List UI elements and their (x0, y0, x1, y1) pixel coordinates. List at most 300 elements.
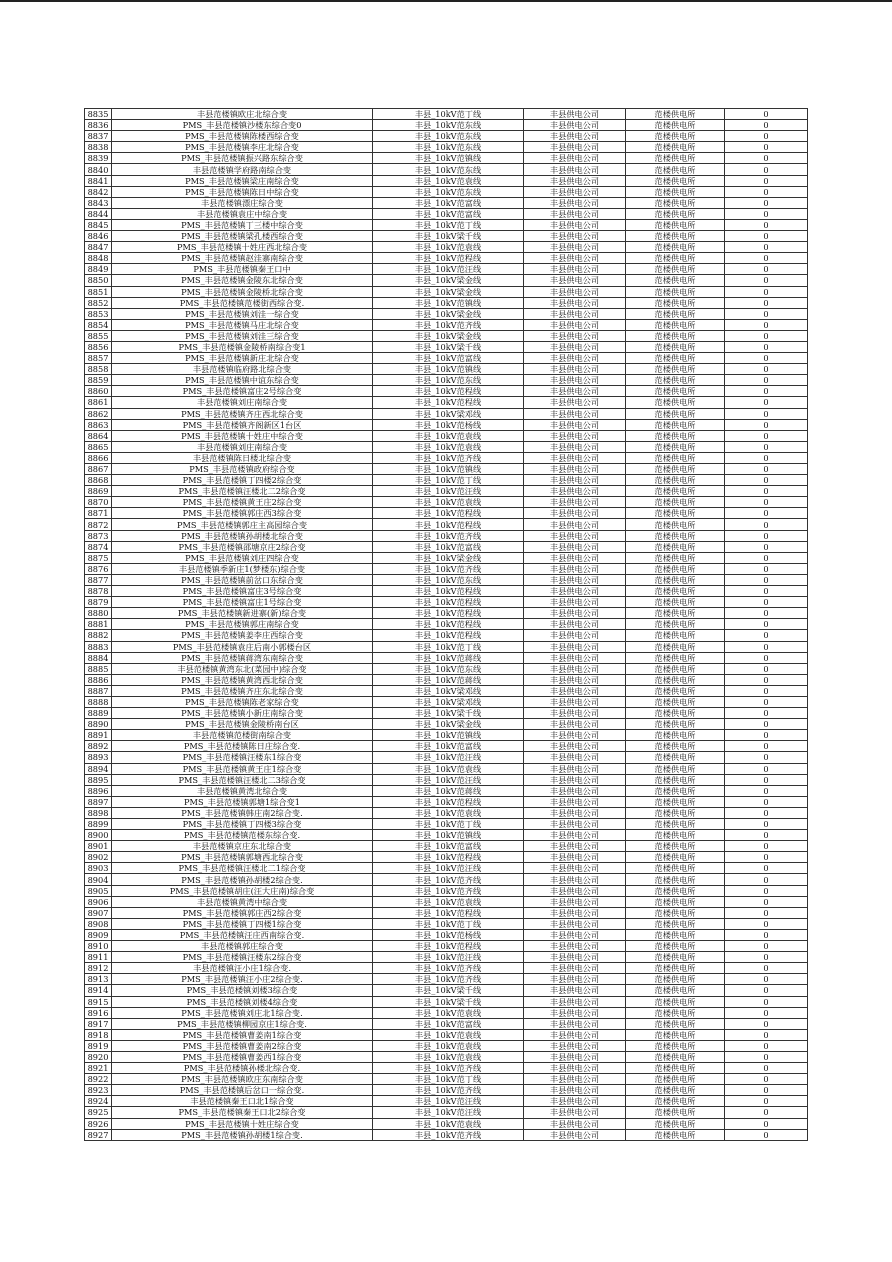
feeder-line-cell: 丰县_10kV范齐线 (373, 319, 524, 330)
table-row (85, 408, 808, 419)
company-cell: 丰县供电公司 (524, 1063, 626, 1074)
table-row (85, 619, 808, 630)
value-cell: 0 (725, 1074, 808, 1085)
table-row (85, 885, 808, 896)
supply-station-cell: 范楼供电所 (626, 1096, 725, 1107)
value-cell: 0 (725, 685, 808, 696)
company-cell: 丰县供电公司 (524, 253, 626, 264)
feeder-line-cell: 丰县_10kV梁金线 (373, 286, 524, 297)
row-number-cell: 8842 (85, 186, 112, 197)
company-cell: 丰县供电公司 (524, 774, 626, 785)
value-cell: 0 (725, 1118, 808, 1129)
table-row (85, 974, 808, 985)
supply-station-cell: 范楼供电所 (626, 353, 725, 364)
station-name-cell: PMS_丰县范楼镇梁庄南综合变 (112, 175, 373, 186)
row-number-cell: 8848 (85, 253, 112, 264)
row-number-cell: 8896 (85, 785, 112, 796)
company-cell: 丰县供电公司 (524, 1118, 626, 1129)
supply-station-cell: 范楼供电所 (626, 1029, 725, 1040)
table-row (85, 164, 808, 175)
feeder-line-cell: 丰县_10kV梁千线 (373, 985, 524, 996)
feeder-line-cell: 丰县_10kV范程线 (373, 941, 524, 952)
table-row (85, 430, 808, 441)
value-cell: 0 (725, 819, 808, 830)
feeder-line-cell: 丰县_10kV范汪线 (373, 1096, 524, 1107)
value-cell: 0 (725, 164, 808, 175)
feeder-line-cell: 丰县_10kV范齐线 (373, 1129, 524, 1140)
table-row (85, 586, 808, 597)
feeder-line-cell: 丰县_10kV范袁线 (373, 175, 524, 186)
row-number-cell: 8863 (85, 419, 112, 430)
value-cell: 0 (725, 796, 808, 807)
supply-station-cell: 范楼供电所 (626, 652, 725, 663)
table-row (85, 630, 808, 641)
supply-station-cell: 范楼供电所 (626, 541, 725, 552)
company-cell: 丰县供电公司 (524, 153, 626, 164)
value-cell: 0 (725, 275, 808, 286)
value-cell: 0 (725, 186, 808, 197)
supply-station-cell: 范楼供电所 (626, 375, 725, 386)
feeder-line-cell: 丰县_10kV梁金线 (373, 330, 524, 341)
station-name-cell: PMS_丰县范楼镇新进寨(新)综合变 (112, 608, 373, 619)
station-name-cell: 丰县范楼镇欧庄北综合变 (112, 109, 373, 120)
supply-station-cell: 范楼供电所 (626, 608, 725, 619)
station-name-cell: PMS_丰县范楼镇郭塘1综合变1 (112, 796, 373, 807)
feeder-line-cell: 丰县_10kV范镇线 (373, 364, 524, 375)
station-name-cell: 丰县范楼镇陈日楼北综合变 (112, 452, 373, 463)
row-number-cell: 8867 (85, 464, 112, 475)
row-number-cell: 8844 (85, 208, 112, 219)
row-number-cell: 8899 (85, 819, 112, 830)
table-row (85, 841, 808, 852)
feeder-line-cell: 丰县_10kV范汪线 (373, 264, 524, 275)
company-cell: 丰县供电公司 (524, 1051, 626, 1062)
table-row (85, 608, 808, 619)
feeder-line-cell: 丰县_10kV范富线 (373, 197, 524, 208)
value-cell: 0 (725, 985, 808, 996)
table-row (85, 497, 808, 508)
supply-station-cell: 范楼供电所 (626, 308, 725, 319)
value-cell: 0 (725, 441, 808, 452)
value-cell: 0 (725, 674, 808, 685)
feeder-line-cell: 丰县_10kV范东线 (373, 574, 524, 585)
feeder-line-cell: 丰县_10kV范杨线 (373, 419, 524, 430)
value-cell: 0 (725, 541, 808, 552)
value-cell: 0 (725, 1007, 808, 1018)
supply-station-cell: 范楼供电所 (626, 752, 725, 763)
feeder-line-cell: 丰县_10kV范丁线 (373, 641, 524, 652)
row-number-cell: 8888 (85, 696, 112, 707)
table-row (85, 486, 808, 497)
supply-station-cell: 范楼供电所 (626, 441, 725, 452)
value-cell: 0 (725, 286, 808, 297)
feeder-line-cell: 丰县_10kV范程线 (373, 586, 524, 597)
company-cell: 丰县供电公司 (524, 375, 626, 386)
table-row (85, 1029, 808, 1040)
table-row (85, 231, 808, 242)
table-row (85, 819, 808, 830)
row-number-cell: 8859 (85, 375, 112, 386)
company-cell: 丰县供电公司 (524, 819, 626, 830)
feeder-line-cell: 丰县_10kV范富线 (373, 208, 524, 219)
supply-station-cell: 范楼供电所 (626, 685, 725, 696)
station-name-cell: PMS_丰县范楼镇李庄北综合变 (112, 142, 373, 153)
company-cell: 丰县供电公司 (524, 963, 626, 974)
station-name-cell: PMS_丰县范楼镇汪庄西南综合变. (112, 929, 373, 940)
row-number-cell: 8875 (85, 552, 112, 563)
value-cell: 0 (725, 386, 808, 397)
row-number-cell: 8880 (85, 608, 112, 619)
station-name-cell: PMS_丰县范楼镇汪楼北二3综合变 (112, 774, 373, 785)
value-cell: 0 (725, 830, 808, 841)
feeder-line-cell: 丰县_10kV范镇线 (373, 830, 524, 841)
station-name-cell: PMS_丰县范楼镇金陵桥南综合变1 (112, 341, 373, 352)
value-cell: 0 (725, 1063, 808, 1074)
station-name-cell: 丰县范楼镇秦王口北1综合变 (112, 1096, 373, 1107)
station-name-cell: PMS_丰县范楼镇十姓庄中综合变 (112, 430, 373, 441)
station-name-cell: 丰县范楼镇黄湾中综合变 (112, 896, 373, 907)
company-cell: 丰县供电公司 (524, 708, 626, 719)
value-cell: 0 (725, 175, 808, 186)
station-name-cell: PMS_丰县范楼镇沙楼东综合变0 (112, 120, 373, 131)
supply-station-cell: 范楼供电所 (626, 896, 725, 907)
value-cell: 0 (725, 974, 808, 985)
supply-station-cell: 范楼供电所 (626, 153, 725, 164)
table-row (85, 131, 808, 142)
company-cell: 丰县供电公司 (524, 1107, 626, 1118)
feeder-line-cell: 丰县_10kV范袁线 (373, 1118, 524, 1129)
feeder-line-cell: 丰县_10kV梁金线 (373, 552, 524, 563)
company-cell: 丰县供电公司 (524, 397, 626, 408)
table-row (85, 353, 808, 364)
company-cell: 丰县供电公司 (524, 1085, 626, 1096)
company-cell: 丰县供电公司 (524, 586, 626, 597)
station-name-cell: PMS_丰县范楼镇邵塘京庄2综合变 (112, 541, 373, 552)
feeder-line-cell: 丰县_10kV范汪线 (373, 1107, 524, 1118)
value-cell: 0 (725, 597, 808, 608)
table-row (85, 918, 808, 929)
station-name-cell: PMS_丰县范楼镇金陵桥北综合变 (112, 286, 373, 297)
value-cell: 0 (725, 785, 808, 796)
station-name-cell: 丰县范楼镇汪小庄1综合变. (112, 963, 373, 974)
row-number-cell: 8913 (85, 974, 112, 985)
company-cell: 丰县供电公司 (524, 996, 626, 1007)
row-number-cell: 8908 (85, 918, 112, 929)
table-row (85, 807, 808, 818)
supply-station-cell: 范楼供电所 (626, 885, 725, 896)
value-cell: 0 (725, 952, 808, 963)
value-cell: 0 (725, 719, 808, 730)
table-row (85, 197, 808, 208)
row-number-cell: 8858 (85, 364, 112, 375)
supply-station-cell: 范楼供电所 (626, 574, 725, 585)
station-name-cell: 丰县范楼镇袁庄中综合变 (112, 208, 373, 219)
supply-station-cell: 范楼供电所 (626, 120, 725, 131)
supply-station-cell: 范楼供电所 (626, 1074, 725, 1085)
table-row (85, 253, 808, 264)
company-cell: 丰县供电公司 (524, 929, 626, 940)
company-cell: 丰县供电公司 (524, 231, 626, 242)
station-name-cell: PMS_丰县范楼镇后岔口一综合变. (112, 1085, 373, 1096)
table-row (85, 441, 808, 452)
feeder-line-cell: 丰县_10kV梁邓线 (373, 685, 524, 696)
station-name-cell: PMS_丰县范楼镇陈日庄综合变. (112, 741, 373, 752)
feeder-line-cell: 丰县_10kV范齐线 (373, 963, 524, 974)
station-name-cell: PMS_丰县范楼镇刘楼3综合变 (112, 985, 373, 996)
supply-station-cell: 范楼供电所 (626, 242, 725, 253)
row-number-cell: 8856 (85, 341, 112, 352)
value-cell: 0 (725, 730, 808, 741)
feeder-line-cell: 丰县_10kV范齐线 (373, 885, 524, 896)
row-number-cell: 8910 (85, 941, 112, 952)
feeder-line-cell: 丰县_10kV范汪线 (373, 774, 524, 785)
supply-station-cell: 范楼供电所 (626, 109, 725, 120)
company-cell: 丰县供电公司 (524, 1018, 626, 1029)
station-name-cell: PMS_丰县范楼镇袁庄后南小郭楼台区 (112, 641, 373, 652)
supply-station-cell: 范楼供电所 (626, 131, 725, 142)
supply-station-cell: 范楼供电所 (626, 918, 725, 929)
company-cell: 丰县供电公司 (524, 907, 626, 918)
supply-station-cell: 范楼供电所 (626, 1107, 725, 1118)
feeder-line-cell: 丰县_10kV范丁线 (373, 1074, 524, 1085)
supply-station-cell: 范楼供电所 (626, 1007, 725, 1018)
row-number-cell: 8841 (85, 175, 112, 186)
row-number-cell: 8926 (85, 1118, 112, 1129)
station-name-cell: PMS_丰县范楼镇郭庄西2综合变 (112, 907, 373, 918)
station-name-cell: PMS_丰县范楼镇曹姜南1综合变 (112, 1029, 373, 1040)
value-cell: 0 (725, 907, 808, 918)
station-name-cell: PMS_丰县范楼镇中谊东综合变 (112, 375, 373, 386)
table-row (85, 663, 808, 674)
row-number-cell: 8879 (85, 597, 112, 608)
feeder-line-cell: 丰县_10kV范蒋线 (373, 785, 524, 796)
supply-station-cell: 范楼供电所 (626, 863, 725, 874)
supply-station-cell: 范楼供电所 (626, 219, 725, 230)
station-name-cell: PMS_丰县范楼镇金陵东北综合变 (112, 275, 373, 286)
value-cell: 0 (725, 408, 808, 419)
row-number-cell: 8881 (85, 619, 112, 630)
row-number-cell: 8891 (85, 730, 112, 741)
row-number-cell: 8885 (85, 663, 112, 674)
row-number-cell: 8883 (85, 641, 112, 652)
value-cell: 0 (725, 530, 808, 541)
station-name-cell: PMS_丰县范楼镇金陵桥南台区 (112, 719, 373, 730)
table-row (85, 552, 808, 563)
row-number-cell: 8835 (85, 109, 112, 120)
company-cell: 丰县供电公司 (524, 408, 626, 419)
feeder-line-cell: 丰县_10kV范程线 (373, 597, 524, 608)
station-name-cell: PMS_丰县范楼镇刘洼一综合变 (112, 308, 373, 319)
supply-station-cell: 范楼供电所 (626, 674, 725, 685)
supply-station-cell: 范楼供电所 (626, 774, 725, 785)
value-cell: 0 (725, 242, 808, 253)
supply-station-cell: 范楼供电所 (626, 763, 725, 774)
row-number-cell: 8898 (85, 807, 112, 818)
company-cell: 丰县供电公司 (524, 918, 626, 929)
row-number-cell: 8889 (85, 708, 112, 719)
supply-station-cell: 范楼供电所 (626, 852, 725, 863)
row-number-cell: 8876 (85, 563, 112, 574)
value-cell: 0 (725, 852, 808, 863)
station-name-cell: PMS_丰县范楼镇孙楼北综合变. (112, 1063, 373, 1074)
feeder-line-cell: 丰县_10kV范富线 (373, 1018, 524, 1029)
station-name-cell: PMS_丰县范楼镇刘庄北1综合变. (112, 1007, 373, 1018)
feeder-line-cell: 丰县_10kV梁邓线 (373, 696, 524, 707)
feeder-line-cell: 丰县_10kV范东线 (373, 131, 524, 142)
company-cell: 丰县供电公司 (524, 663, 626, 674)
feeder-line-cell: 丰县_10kV范丁线 (373, 918, 524, 929)
row-number-cell: 8840 (85, 164, 112, 175)
company-cell: 丰县供电公司 (524, 120, 626, 131)
supply-station-cell: 范楼供电所 (626, 619, 725, 630)
station-name-cell: PMS_丰县范楼镇齐庄东北综合变 (112, 685, 373, 696)
feeder-line-cell: 丰县_10kV范齐线 (373, 1085, 524, 1096)
feeder-line-cell: 丰县_10kV范镇线 (373, 730, 524, 741)
station-name-cell: PMS_丰县范楼镇孙胡楼2综合变. (112, 874, 373, 885)
row-number-cell: 8852 (85, 297, 112, 308)
value-cell: 0 (725, 219, 808, 230)
table-row (85, 952, 808, 963)
supply-station-cell: 范楼供电所 (626, 231, 725, 242)
company-cell: 丰县供电公司 (524, 1007, 626, 1018)
company-cell: 丰县供电公司 (524, 475, 626, 486)
company-cell: 丰县供电公司 (524, 1040, 626, 1051)
table-row (85, 1107, 808, 1118)
supply-station-cell: 范楼供电所 (626, 330, 725, 341)
station-name-cell: 丰县范楼镇郭庄综合变 (112, 941, 373, 952)
feeder-line-cell: 丰县_10kV范汪线 (373, 752, 524, 763)
company-cell: 丰县供电公司 (524, 297, 626, 308)
table-row (85, 275, 808, 286)
feeder-line-cell: 丰县_10kV范丁线 (373, 109, 524, 120)
company-cell: 丰县供电公司 (524, 696, 626, 707)
row-number-cell: 8902 (85, 852, 112, 863)
row-number-cell: 8916 (85, 1007, 112, 1018)
row-number-cell: 8868 (85, 475, 112, 486)
table-row (85, 963, 808, 974)
table-row (85, 1040, 808, 1051)
value-cell: 0 (725, 109, 808, 120)
row-number-cell: 8892 (85, 741, 112, 752)
row-number-cell: 8870 (85, 497, 112, 508)
station-name-cell: 丰县范楼镇京庄东北综合变 (112, 841, 373, 852)
table-row (85, 563, 808, 574)
company-cell: 丰县供电公司 (524, 364, 626, 375)
company-cell: 丰县供电公司 (524, 985, 626, 996)
feeder-line-cell: 丰县_10kV范丁线 (373, 475, 524, 486)
supply-station-cell: 范楼供电所 (626, 941, 725, 952)
row-number-cell: 8905 (85, 885, 112, 896)
feeder-line-cell: 丰县_10kV范富线 (373, 741, 524, 752)
value-cell: 0 (725, 475, 808, 486)
supply-station-cell: 范楼供电所 (626, 1040, 725, 1051)
supply-station-cell: 范楼供电所 (626, 708, 725, 719)
value-cell: 0 (725, 308, 808, 319)
feeder-line-cell: 丰县_10kV范镇线 (373, 464, 524, 475)
table-row (85, 364, 808, 375)
table-row (85, 452, 808, 463)
table-row (85, 752, 808, 763)
row-number-cell: 8855 (85, 330, 112, 341)
company-cell: 丰县供电公司 (524, 652, 626, 663)
table-row (85, 685, 808, 696)
station-name-cell: PMS_丰县范楼镇齐庄西北综合变 (112, 408, 373, 419)
supply-station-cell: 范楼供电所 (626, 253, 725, 264)
station-name-cell: PMS_丰县范楼镇陈楼西综合变 (112, 131, 373, 142)
station-name-cell: PMS_丰县范楼镇孙胡楼北综合变 (112, 530, 373, 541)
table-row (85, 863, 808, 874)
feeder-line-cell: 丰县_10kV范丁线 (373, 219, 524, 230)
row-number-cell: 8907 (85, 907, 112, 918)
document-page (84, 108, 805, 1141)
feeder-line-cell: 丰县_10kV范袁线 (373, 763, 524, 774)
supply-station-cell: 范楼供电所 (626, 830, 725, 841)
feeder-line-cell: 丰县_10kV范程线 (373, 619, 524, 630)
station-name-cell: 丰县范楼镇学府路南综合变 (112, 164, 373, 175)
company-cell: 丰县供电公司 (524, 464, 626, 475)
row-number-cell: 8919 (85, 1040, 112, 1051)
station-name-cell: PMS_丰县范楼镇赵洼寨南综合变 (112, 253, 373, 264)
row-number-cell: 8853 (85, 308, 112, 319)
value-cell: 0 (725, 397, 808, 408)
company-cell: 丰县供电公司 (524, 441, 626, 452)
company-cell: 丰县供电公司 (524, 519, 626, 530)
station-name-cell: PMS_丰县范楼镇曹姜南2综合变 (112, 1040, 373, 1051)
feeder-line-cell: 丰县_10kV范袁线 (373, 242, 524, 253)
value-cell: 0 (725, 131, 808, 142)
table-row (85, 286, 808, 297)
value-cell: 0 (725, 153, 808, 164)
supply-station-cell: 范楼供电所 (626, 597, 725, 608)
row-number-cell: 8851 (85, 286, 112, 297)
station-name-cell: PMS_丰县范楼镇刘楼4综合变 (112, 996, 373, 1007)
supply-station-cell: 范楼供电所 (626, 741, 725, 752)
row-number-cell: 8895 (85, 774, 112, 785)
value-cell: 0 (725, 863, 808, 874)
station-name-cell: PMS_丰县范楼镇马庄北综合变 (112, 319, 373, 330)
company-cell: 丰县供电公司 (524, 552, 626, 563)
station-name-cell: PMS_丰县范楼镇振兴路东综合变 (112, 153, 373, 164)
company-cell: 丰县供电公司 (524, 863, 626, 874)
station-name-cell: 丰县范楼镇季新庄1(梦楼东)综合变 (112, 563, 373, 574)
table-row (85, 1018, 808, 1029)
row-number-cell: 8915 (85, 996, 112, 1007)
station-name-cell: PMS_丰县范楼镇韩庄南2综合变. (112, 807, 373, 818)
feeder-line-cell: 丰县_10kV范东线 (373, 186, 524, 197)
supply-station-cell: 范楼供电所 (626, 641, 725, 652)
table-row (85, 929, 808, 940)
table-row (85, 1074, 808, 1085)
company-cell: 丰县供电公司 (524, 952, 626, 963)
station-name-cell: PMS_丰县范楼镇秦王口中 (112, 264, 373, 275)
station-name-cell: 丰县范楼镇临府路北综合变 (112, 364, 373, 375)
supply-station-cell: 范楼供电所 (626, 264, 725, 275)
company-cell: 丰县供电公司 (524, 741, 626, 752)
company-cell: 丰县供电公司 (524, 1129, 626, 1140)
supply-station-cell: 范楼供电所 (626, 419, 725, 430)
table-row (85, 1085, 808, 1096)
station-name-cell: 丰县范楼镇刘庄南综合变 (112, 441, 373, 452)
row-number-cell: 8862 (85, 408, 112, 419)
feeder-line-cell: 丰县_10kV范蒋线 (373, 652, 524, 663)
value-cell: 0 (725, 419, 808, 430)
value-cell: 0 (725, 963, 808, 974)
station-name-cell: 丰县范楼镇范楼街南综合变 (112, 730, 373, 741)
value-cell: 0 (725, 1129, 808, 1140)
feeder-line-cell: 丰县_10kV范程线 (373, 630, 524, 641)
station-name-cell: PMS_丰县范楼镇刘庄四综合变 (112, 552, 373, 563)
feeder-line-cell: 丰县_10kV范袁线 (373, 430, 524, 441)
